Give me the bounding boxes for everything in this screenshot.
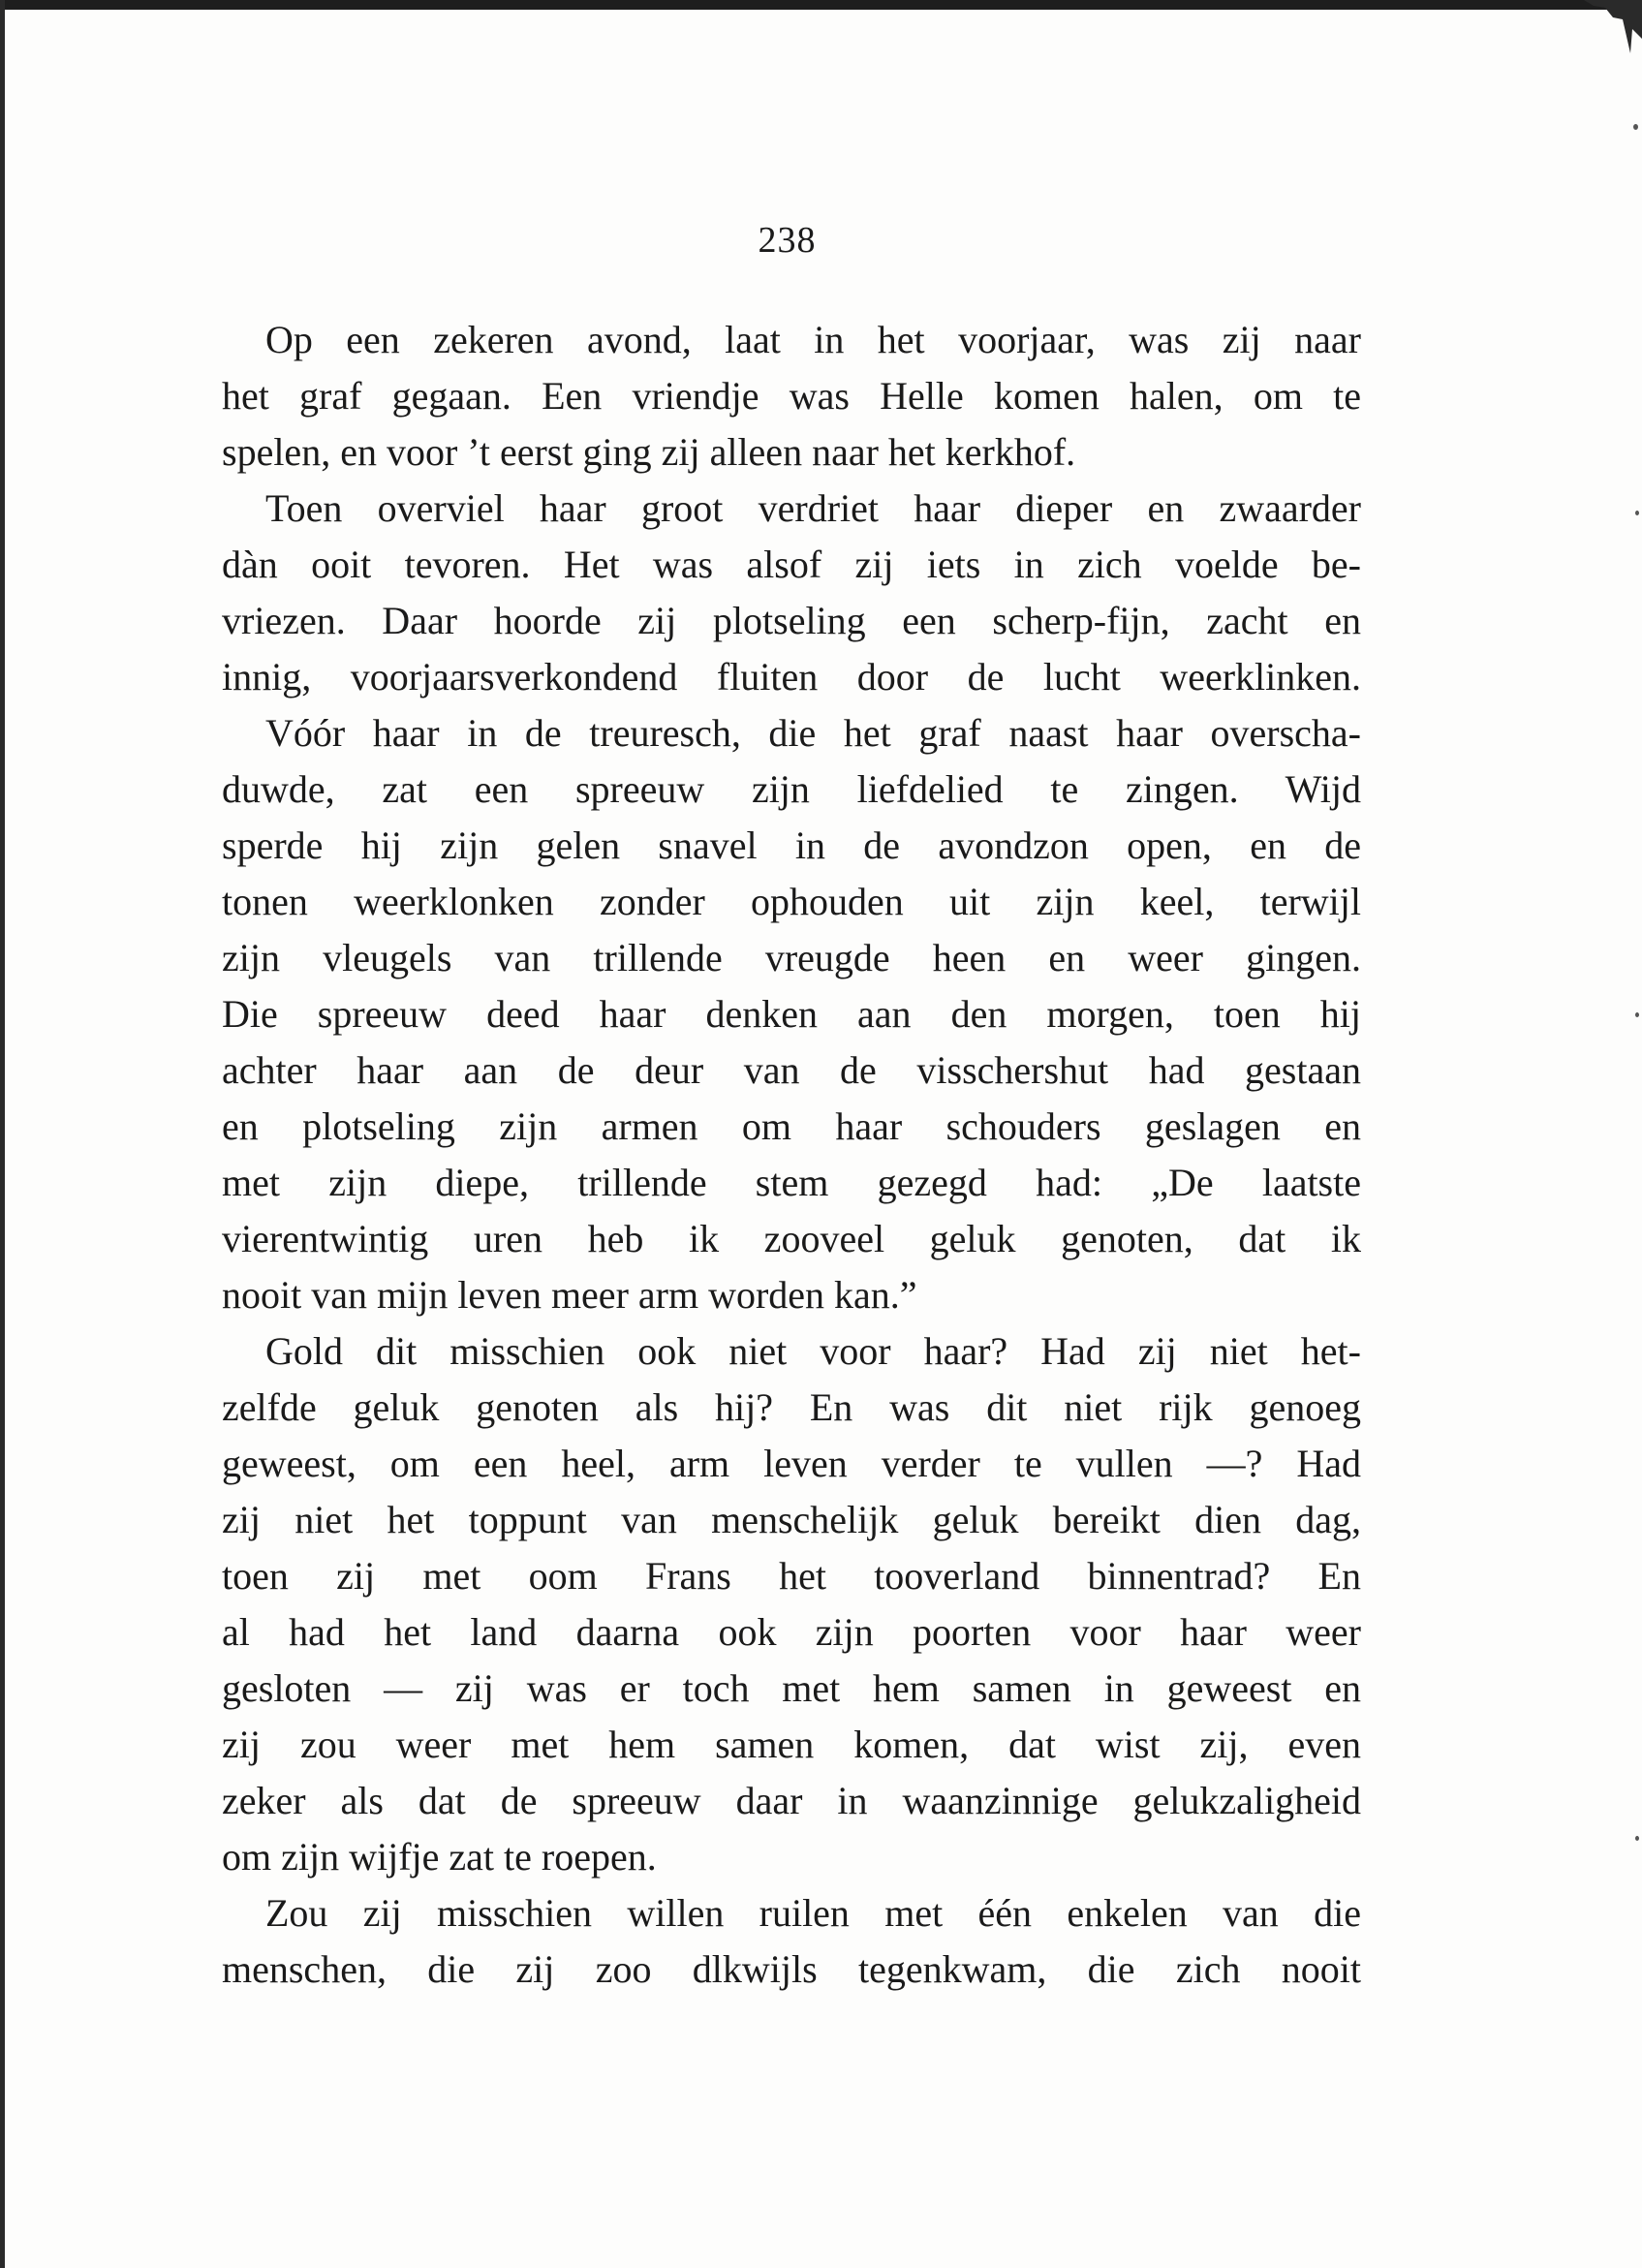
paragraph (222, 312, 1361, 481)
paragraph (222, 1323, 1361, 1885)
scan-speck (1635, 511, 1639, 515)
text-line: dàn ooit tevoren. Het was alsof zij iets in zich voelde be- (222, 543, 1361, 586)
text-line: zij zou weer met hem samen komen, dat wist zij, even (222, 1723, 1361, 1766)
paragraph (222, 705, 1361, 1323)
text-line: zelfde geluk genoten als hij? En was dit niet rijk genoeg (222, 1385, 1361, 1429)
text-line: Vóór haar in de treuresch, die het graf naast haar overscha- (265, 711, 1361, 755)
text-line: Gold dit misschien ook niet voor haar? Had zij niet het- (265, 1329, 1361, 1373)
scan-speck (1635, 1012, 1639, 1017)
text-line: zeker als dat de spreeuw daar in waanzinnige gelukzaligheid (222, 1779, 1361, 1822)
text-line: spelen, en voor ’t eerst ging zij alleen naar het kerkhof. (222, 430, 1076, 474)
scan-corner-artifact (1584, 0, 1642, 68)
body-text (222, 312, 1361, 1998)
paragraph (222, 1885, 1361, 1998)
text-line: nooit van mijn leven meer arm worden kan.” (222, 1273, 917, 1317)
text-line: Zou zij misschien willen ruilen met één enkelen van die (265, 1891, 1361, 1935)
text-line: zijn vleugels van trillende vreugde heen en weer gingen. (222, 936, 1361, 979)
scan-speck (1635, 1836, 1639, 1841)
scan-speck (1633, 124, 1638, 130)
text-line: toen zij met oom Frans het tooverland binnentrad? En (222, 1554, 1361, 1598)
text-line: sperde hij zijn gelen snavel in de avondzon open, en de (222, 823, 1361, 867)
page-number: 238 (758, 220, 817, 261)
text-line: en plotseling zijn armen om haar schouders geslagen en (222, 1104, 1361, 1148)
text-line: innig, voorjaarsverkondend fluiten door de lucht weerklinken. (222, 655, 1361, 699)
text-line: menschen, die zij zoo dlkwijls tegenkwam, die zich nooit (222, 1947, 1361, 1991)
text-line: Op een zekeren avond, laat in het voorjaar, was zij naar (265, 318, 1361, 361)
text-line: met zijn diepe, trillende stem gezegd had: „De laatste (222, 1161, 1361, 1204)
scan-edge-left (0, 0, 5, 2268)
text-line: vierentwintig uren heb ik zooveel geluk genoten, dat ik (222, 1217, 1361, 1260)
text-line: al had het land daarna ook zijn poorten voor haar weer (222, 1610, 1361, 1654)
text-line: gesloten — zij was er toch met hem samen in geweest en (222, 1666, 1361, 1710)
text-line: om zijn wijfje zat te roepen. (222, 1835, 657, 1879)
text-line: vriezen. Daar hoorde zij plotseling een scherp-fijn, zacht en (222, 599, 1361, 642)
text-line: Toen overviel haar groot verdriet haar dieper en zwaarder (265, 486, 1361, 530)
paragraph (222, 481, 1361, 705)
text-line: Die spreeuw deed haar denken aan den morgen, toen hij (222, 992, 1361, 1036)
scan-edge-top (0, 0, 1642, 10)
text-line: geweest, om een heel, arm leven verder te vullen —? Had (222, 1442, 1361, 1485)
text-line: achter haar aan de deur van de visschershut had gestaan (222, 1048, 1361, 1092)
text-line: tonen weerklonken zonder ophouden uit zijn keel, terwijl (222, 880, 1361, 923)
text-line: duwde, zat een spreeuw zijn liefdelied te zingen. Wijd (222, 767, 1361, 811)
text-line: het graf gegaan. Een vriendje was Helle komen halen, om te (222, 374, 1361, 418)
text-line: zij niet het toppunt van menschelijk geluk bereikt dien dag, (222, 1498, 1361, 1541)
